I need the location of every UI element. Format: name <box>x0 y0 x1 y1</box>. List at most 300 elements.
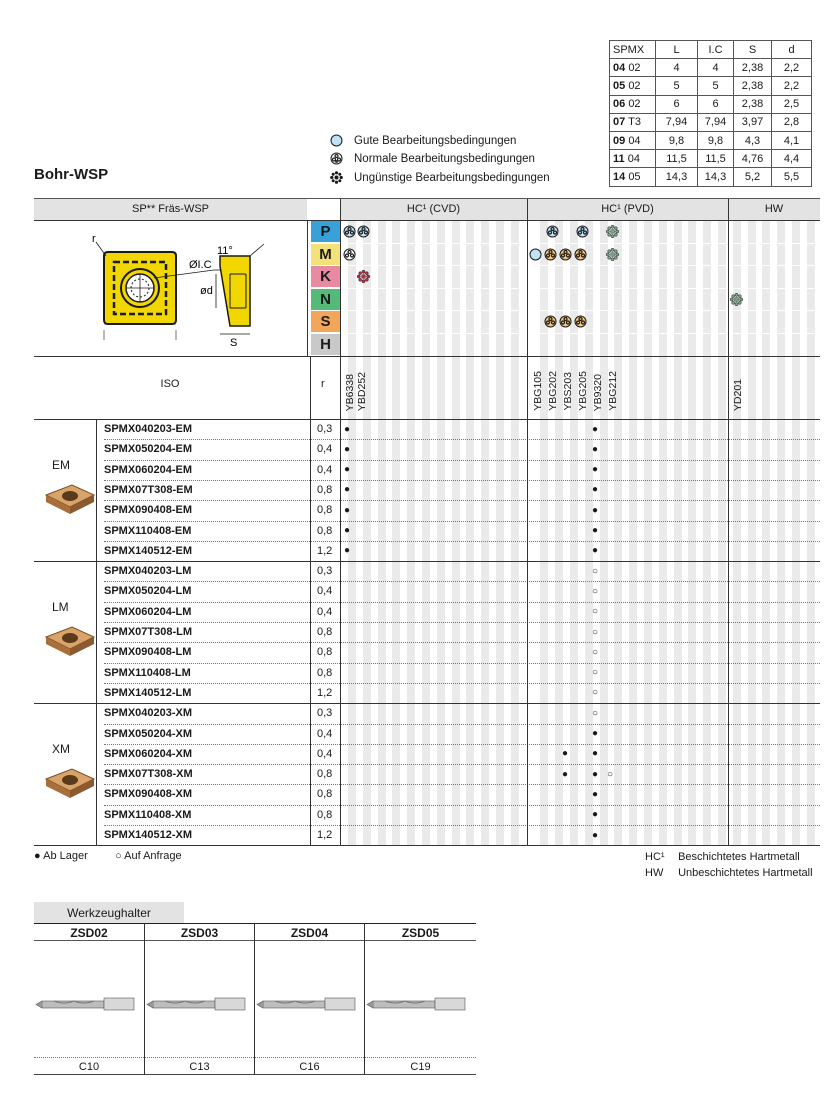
holder-name: ZSD05 <box>365 923 476 941</box>
column-stripe <box>511 221 519 845</box>
holder-name: ZSD02 <box>34 923 144 941</box>
code-rest: 02 <box>628 61 641 74</box>
normal-condition-icon <box>574 315 587 328</box>
insert-photo <box>42 623 96 659</box>
material-n: N <box>311 289 340 310</box>
row-divider <box>104 663 820 664</box>
request-mark: ○ <box>607 768 614 780</box>
dims-cell: 2,38 <box>734 77 772 95</box>
row-divider <box>104 521 820 522</box>
column-stripe <box>363 221 371 845</box>
condition-cell <box>343 225 356 238</box>
code-rest: T3 <box>628 116 641 129</box>
normal-condition-icon <box>544 315 557 328</box>
stock-mark: ● <box>344 504 351 516</box>
label-s: S <box>230 337 238 349</box>
column-stripe <box>496 221 504 845</box>
footer-stock <box>34 850 88 862</box>
code-bold: 06 <box>613 98 626 111</box>
radius-value: 1,2 <box>317 544 333 557</box>
part-number: SPMX110408-XM <box>104 808 192 821</box>
dims-head-spmx: SPMX <box>610 41 656 59</box>
code-rest: 05 <box>628 170 641 183</box>
dims-cell: 6 <box>698 95 734 113</box>
stock-mark: ● <box>592 545 599 557</box>
column-stripe <box>762 221 770 845</box>
grade-label: YBG212 <box>607 371 619 411</box>
stock-label: Ab Lager <box>43 850 88 862</box>
dims-cell: 5,5 <box>772 168 812 186</box>
code-bold: 04 <box>613 61 626 74</box>
radius-value: 0,8 <box>317 646 333 659</box>
request-mark: ○ <box>592 585 599 597</box>
group-name-lm: LM <box>52 600 69 615</box>
radius-value: 0,4 <box>317 605 333 618</box>
normal-condition-icon <box>546 225 559 238</box>
column-stripe <box>452 221 460 845</box>
radius-value: 0,8 <box>317 524 333 537</box>
dims-cell <box>610 77 656 95</box>
code-rest: 02 <box>628 98 641 111</box>
dims-cell: 5 <box>698 77 734 95</box>
dims-cell: 4 <box>656 59 698 77</box>
row-divider <box>104 460 820 461</box>
holder-code: C19 <box>365 1057 476 1075</box>
normal-condition-icon <box>330 152 344 165</box>
request-symbol: ○ <box>115 850 122 862</box>
radius-value: 0,8 <box>317 808 333 821</box>
dims-cell: 2,38 <box>734 59 772 77</box>
header-line <box>34 220 820 221</box>
radius-value: 0,4 <box>317 443 333 456</box>
page-title: Bohr-WSP <box>34 166 109 183</box>
column-stripe <box>614 221 622 845</box>
stock-mark: ● <box>344 464 351 476</box>
dims-cell <box>610 150 656 168</box>
footer-hw <box>645 867 813 879</box>
stock-mark: ● <box>592 768 599 780</box>
condition-cell <box>574 248 587 261</box>
material-k: K <box>311 266 340 287</box>
grade-label: YD201 <box>732 378 744 411</box>
dims-row <box>610 95 812 113</box>
grid-line <box>307 220 308 356</box>
column-stripe <box>748 221 756 845</box>
part-number: SPMX050204-EM <box>104 443 193 456</box>
dims-cell: 5,2 <box>734 168 772 186</box>
normal-condition-icon <box>574 248 587 261</box>
row-divider <box>104 784 820 785</box>
dims-cell: 2,8 <box>772 113 812 131</box>
normal-condition-icon <box>576 225 589 238</box>
stock-mark: ● <box>562 748 569 760</box>
row-divider <box>104 724 820 725</box>
header-cvd: HC¹ (CVD) <box>340 198 527 220</box>
column-stripe <box>777 221 785 845</box>
row-divider <box>104 764 820 765</box>
dims-cell <box>610 95 656 113</box>
materials-bottom-line <box>34 356 820 357</box>
part-number: SPMX040203-LM <box>104 565 192 578</box>
bad-condition-icon <box>606 248 619 261</box>
code-bold: 14 <box>613 170 626 183</box>
column-stripe <box>659 221 667 845</box>
normal-condition-icon <box>559 315 572 328</box>
column-stripe <box>422 221 430 845</box>
radius-value: 0,8 <box>317 768 333 781</box>
dims-header <box>610 41 812 59</box>
dims-cell: 2,38 <box>734 95 772 113</box>
insert-photo <box>42 481 96 517</box>
header-hw: HW <box>728 198 820 220</box>
dims-cell: 11,5 <box>698 150 734 168</box>
dims-cell: 9,8 <box>656 131 698 149</box>
stock-mark: ● <box>592 423 599 435</box>
dims-cell: 2,2 <box>772 77 812 95</box>
column-stripe <box>481 221 489 845</box>
radius-value: 0,4 <box>317 747 333 760</box>
dims-head-l: L <box>656 41 698 59</box>
label-ic: ØI.C <box>189 259 212 271</box>
hw-abbr: HW <box>645 867 664 879</box>
condition-cell <box>606 248 619 261</box>
column-stripe <box>718 221 726 845</box>
condition-cell <box>529 248 542 261</box>
radius-value: 0,8 <box>317 483 333 496</box>
header-insert: SP** Fräs-WSP <box>34 198 307 220</box>
row-divider <box>104 622 820 623</box>
code-bold: 11 <box>613 152 625 165</box>
condition-cell <box>559 248 572 261</box>
dims-cell: 4,3 <box>734 131 772 149</box>
material-separator <box>340 265 820 266</box>
condition-cell <box>343 248 356 261</box>
stock-mark: ● <box>592 484 599 496</box>
dims-cell <box>610 131 656 149</box>
dims-cell: 3,97 <box>734 113 772 131</box>
radius-value: 0,8 <box>317 626 333 638</box>
part-number: SPMX140512-LM <box>104 686 192 699</box>
request-mark: ○ <box>592 626 599 638</box>
grid-line <box>527 198 528 845</box>
holder-name: ZSD04 <box>255 923 364 941</box>
bad-condition-icon <box>357 270 370 283</box>
grade-label: YBS203 <box>562 372 574 411</box>
dims-cell: 2,5 <box>772 95 812 113</box>
footer-request <box>115 850 182 862</box>
part-number: SPMX040203-EM <box>104 423 193 435</box>
dims-cell: 11,5 <box>656 150 698 168</box>
row-divider <box>104 439 820 440</box>
bad-condition-icon <box>730 293 743 306</box>
condition-cell <box>357 270 370 283</box>
material-separator <box>340 310 820 311</box>
dims-row <box>610 77 812 95</box>
code-bold: 07 <box>613 116 626 129</box>
radius-value: 0,4 <box>317 463 333 476</box>
column-stripe <box>378 221 386 845</box>
holder-zsd05 <box>364 923 476 1075</box>
dims-cell: 14,3 <box>656 168 698 186</box>
part-number: SPMX07T308-LM <box>104 626 193 638</box>
stock-mark: ● <box>592 504 599 516</box>
code-rest: 04 <box>627 152 640 165</box>
grade-label: YBG205 <box>577 371 589 411</box>
code-rest: 04 <box>628 134 641 147</box>
grid-line <box>728 198 729 845</box>
dims-row <box>610 59 812 77</box>
holder-zsd02 <box>34 923 144 1075</box>
holder-name: ZSD03 <box>145 923 254 941</box>
grade-label: YBG202 <box>547 371 559 411</box>
material-p: P <box>311 221 340 242</box>
footer-hc <box>645 851 800 863</box>
legend-normal <box>330 152 535 165</box>
row-divider <box>104 744 820 745</box>
column-stripe <box>629 221 637 845</box>
part-number: SPMX050204-LM <box>104 585 192 598</box>
part-number: SPMX090408-EM <box>104 504 193 517</box>
holder-zsd03 <box>144 923 254 1075</box>
grade-label: YB9320 <box>592 373 604 411</box>
normal-condition-icon <box>357 225 370 238</box>
part-number: SPMX140512-XM <box>104 829 193 841</box>
condition-cell <box>730 293 743 306</box>
dims-cell <box>610 113 656 131</box>
grid-line <box>340 198 341 845</box>
dims-row <box>610 113 812 131</box>
row-divider <box>104 683 820 684</box>
bad-condition-icon <box>606 225 619 238</box>
stock-mark: ● <box>562 768 569 780</box>
part-number: SPMX07T308-XM <box>104 768 193 781</box>
holder-code: C13 <box>145 1057 254 1075</box>
dimensions-table <box>609 40 812 187</box>
dims-row <box>610 150 812 168</box>
header-r: r <box>321 378 325 390</box>
material-separator <box>340 288 820 289</box>
request-mark: ○ <box>592 707 599 719</box>
column-stripe <box>674 221 682 845</box>
condition-cell <box>606 225 619 238</box>
radius-value: 0,4 <box>317 585 333 598</box>
insert-side-view <box>216 244 264 334</box>
stock-mark: ● <box>592 809 599 821</box>
normal-condition-icon <box>559 248 572 261</box>
condition-cell <box>559 315 572 328</box>
column-stripe <box>600 221 608 845</box>
part-number: SPMX07T308-EM <box>104 483 193 496</box>
stock-mark: ● <box>592 728 599 739</box>
part-number: SPMX110408-LM <box>104 666 191 679</box>
condition-cell <box>544 315 557 328</box>
code-bold: 09 <box>613 134 626 147</box>
holder-code: C10 <box>34 1057 144 1075</box>
group-divider <box>34 845 820 846</box>
stock-mark: ● <box>344 525 351 536</box>
part-number: SPMX060204-LM <box>104 605 192 618</box>
column-stripe <box>792 221 800 845</box>
iso-bottom-line <box>34 419 820 420</box>
group-name-xm: XM <box>52 742 70 757</box>
good-condition-icon <box>529 248 542 261</box>
column-stripe <box>733 221 741 845</box>
grade-label: YBD252 <box>356 371 368 411</box>
group-name-em: EM <box>52 458 70 472</box>
normal-condition-icon <box>544 248 557 261</box>
drill-image <box>145 993 255 1017</box>
grid-line <box>96 419 97 845</box>
part-number: SPMX040203-XM <box>104 707 193 720</box>
column-stripe <box>807 221 815 845</box>
stock-mark: ● <box>592 443 599 455</box>
column-stripe <box>688 221 696 845</box>
stock-mark: ● <box>344 484 351 496</box>
stock-symbol: ● <box>34 850 41 862</box>
grade-label: YB6338 <box>344 373 356 411</box>
stock-mark: ● <box>344 545 351 557</box>
radius-value: 0,8 <box>317 504 333 517</box>
request-mark: ○ <box>592 667 599 679</box>
material-separator <box>340 333 820 334</box>
code-rest: 02 <box>628 79 641 92</box>
radius-value: 0,8 <box>317 666 333 679</box>
holder-zsd04 <box>254 923 364 1075</box>
column-stripe <box>703 221 711 845</box>
hc-text: Beschichtetes Hartmetall <box>678 851 800 863</box>
stock-mark: ● <box>592 748 599 760</box>
radius-value: 0,3 <box>317 423 333 435</box>
dims-cell: 7,94 <box>698 113 734 131</box>
request-mark: ○ <box>592 687 599 699</box>
part-number: SPMX050204-XM <box>104 727 193 740</box>
stock-mark: ● <box>592 525 599 536</box>
legend-normal-label: Normale Bearbeitungsbedingungen <box>354 152 535 165</box>
row-divider <box>104 602 820 603</box>
condition-cell <box>546 225 559 238</box>
normal-condition-icon <box>343 248 356 261</box>
code-bold: 05 <box>613 79 626 92</box>
insert-photo <box>42 765 96 801</box>
row-divider <box>104 825 820 826</box>
condition-cell <box>576 225 589 238</box>
hc-abbr: HC¹ <box>645 851 665 863</box>
top-line <box>34 198 820 199</box>
condition-cell <box>544 248 557 261</box>
dims-cell: 6 <box>656 95 698 113</box>
stock-mark: ● <box>344 423 351 435</box>
material-s: S <box>311 311 340 332</box>
header-iso: ISO <box>160 378 180 390</box>
material-h: H <box>311 334 340 355</box>
label-d: ød <box>200 285 213 297</box>
material-m: M <box>311 244 340 265</box>
radius-value: 0,8 <box>317 788 333 801</box>
dims-cell: 14,3 <box>698 168 734 186</box>
request-mark: ○ <box>592 565 599 577</box>
drill-image <box>255 993 365 1017</box>
radius-value: 0,3 <box>317 565 333 578</box>
dims-cell: 4,1 <box>772 131 812 149</box>
part-number: SPMX090408-LM <box>104 646 192 659</box>
legend-good <box>330 134 516 147</box>
holder-tab: Werkzeughalter <box>34 902 184 923</box>
row-divider <box>104 581 820 582</box>
column-stripe <box>644 221 652 845</box>
row-divider <box>104 500 820 501</box>
request-mark: ○ <box>592 646 599 658</box>
radius-value: 0,3 <box>317 707 333 720</box>
part-number: SPMX110408-EM <box>104 524 192 537</box>
dims-cell: 4,4 <box>772 150 812 168</box>
dims-row <box>610 168 812 186</box>
part-number: SPMX140512-EM <box>104 544 193 557</box>
header-pvd: HC¹ (PVD) <box>527 198 728 220</box>
dims-head-s: S <box>734 41 772 59</box>
dims-cell <box>610 168 656 186</box>
column-stripe <box>466 221 474 845</box>
drill-image <box>365 993 475 1017</box>
dims-cell: 7,94 <box>656 113 698 131</box>
insert-grid <box>34 198 820 848</box>
legend-bad <box>330 171 550 184</box>
stock-mark: ● <box>592 829 599 841</box>
hw-text: Unbeschichtetes Hartmetall <box>678 867 813 879</box>
column-stripe <box>407 221 415 845</box>
good-condition-icon <box>330 134 344 147</box>
dims-head-ic: I.C <box>698 41 734 59</box>
dims-cell <box>610 59 656 77</box>
material-separator <box>340 243 820 244</box>
column-stripe <box>437 221 445 845</box>
radius-value: 1,2 <box>317 686 333 699</box>
legend-good-label: Gute Bearbeitungsbedingungen <box>354 134 517 147</box>
insert-drawing <box>84 230 284 350</box>
drill-image <box>34 993 144 1017</box>
condition-cell <box>357 225 370 238</box>
row-divider <box>104 642 820 643</box>
row-divider <box>104 805 820 806</box>
dims-row <box>610 131 812 149</box>
stock-mark: ● <box>344 443 351 455</box>
normal-condition-icon <box>343 225 356 238</box>
holder-code: C16 <box>255 1057 364 1075</box>
dims-cell: 2,2 <box>772 59 812 77</box>
dims-cell: 4 <box>698 59 734 77</box>
part-number: SPMX060204-XM <box>104 747 193 760</box>
bad-condition-icon <box>330 171 344 184</box>
dims-cell: 9,8 <box>698 131 734 149</box>
radius-value: 1,2 <box>317 829 333 841</box>
dims-cell: 4,76 <box>734 150 772 168</box>
legend-bad-label: Ungünstige Bearbeitungsbedingungen <box>354 171 550 184</box>
dims-cell: 5 <box>656 77 698 95</box>
row-divider <box>104 541 820 542</box>
part-number: SPMX090408-XM <box>104 788 193 801</box>
label-angle: 11° <box>217 245 233 257</box>
request-label: Auf Anfrage <box>124 850 182 862</box>
stock-mark: ● <box>592 464 599 476</box>
request-mark: ○ <box>592 606 599 618</box>
condition-cell <box>574 315 587 328</box>
grade-label: YBG105 <box>532 371 544 411</box>
grid-line <box>310 356 311 845</box>
dims-head-d: d <box>772 41 812 59</box>
row-divider <box>104 480 820 481</box>
radius-value: 0,4 <box>317 727 333 740</box>
stock-mark: ● <box>592 788 599 800</box>
column-stripe <box>392 221 400 845</box>
